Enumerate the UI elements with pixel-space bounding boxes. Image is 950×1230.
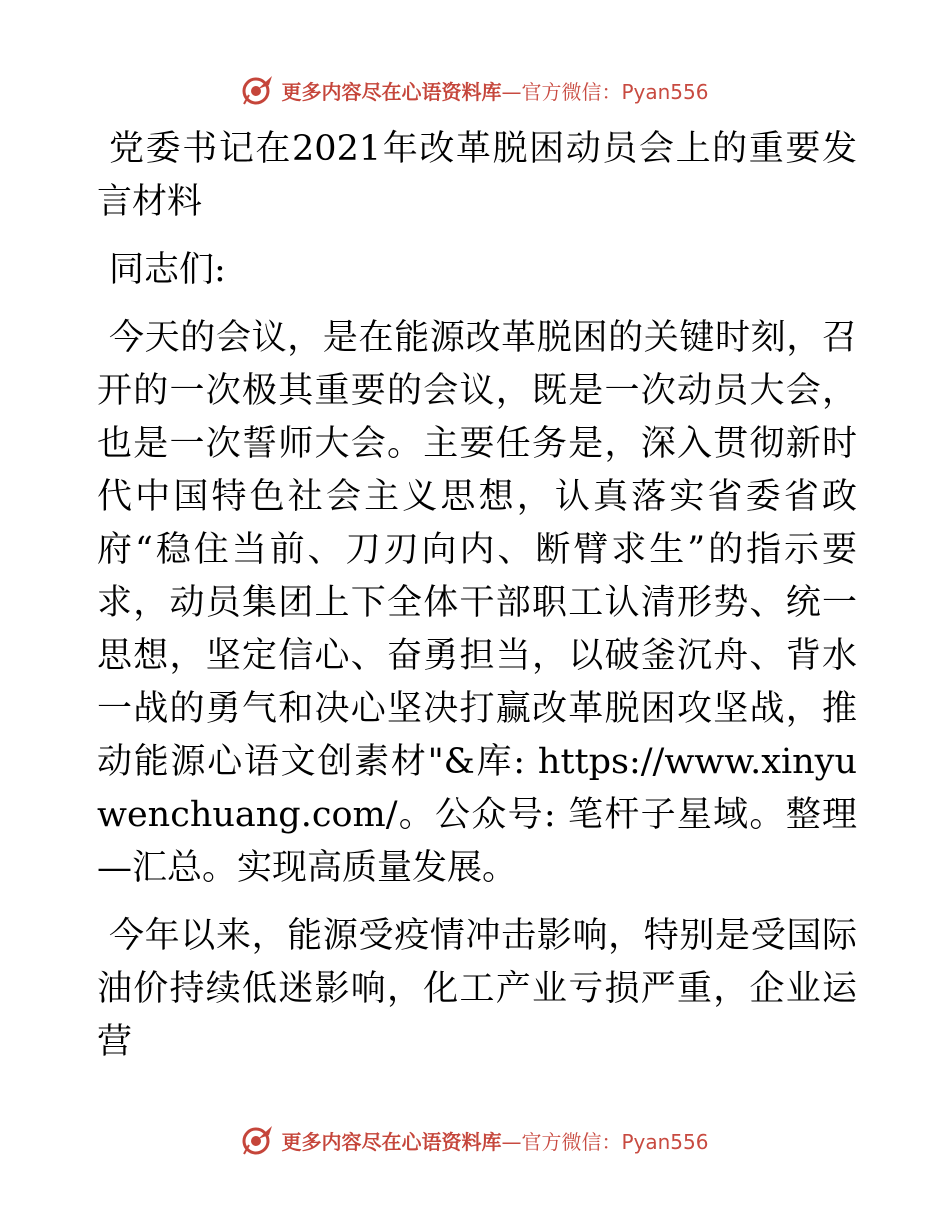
banner-text [281,1126,708,1155]
document-title: 党委书记在2021年改革脱困动员会上的重要发言材料 [97,129,857,222]
header-banner [0,70,950,110]
body-paragraph: 今天的会议，是在能源改革脱困的关键时刻，召开的一次极其重要的会议，既是一次动员大会，也是一次誓师大会。主要任务是，深入贯彻新时代中国特色社会主义思想，认真落实省委省政府“稳住当前、刀刃向内、断臂求生”的指示要求，动员集团上下全体干部职工认清形势、统一思想，坚定信心、奋勇担当，以破釜沉舟、背水一战的勇气和决心坚决打赢改革脱困攻坚战，推动能源心语文创素材"&库: https://www.xinyuwenchuang.com/。公众号: 笔杆子星域。整理—汇总。实现高质量发展。 [97,318,857,888]
banner-contact-text: 官方微信：Pyan556 [521,79,709,104]
quill-pen-logo-icon [241,1123,275,1157]
banner-separator: — [501,1129,522,1154]
banner-text [281,76,708,105]
banner-separator: — [501,79,522,104]
banner-main-text: 更多内容尽在心语资料库 [281,1129,502,1154]
banner-contact-text: 官方微信：Pyan556 [521,1129,709,1154]
document-body [97,123,857,1069]
body-paragraph: 今年以来，能源受疫情冲击影响，特别是受国际油价持续低迷影响，化工产业亏损严重，企业运营 [97,916,857,1062]
banner-main-text: 更多内容尽在心语资料库 [281,79,502,104]
salutation: 同志们: [109,250,226,290]
footer-banner [0,1120,950,1160]
quill-pen-logo-icon [241,73,275,107]
